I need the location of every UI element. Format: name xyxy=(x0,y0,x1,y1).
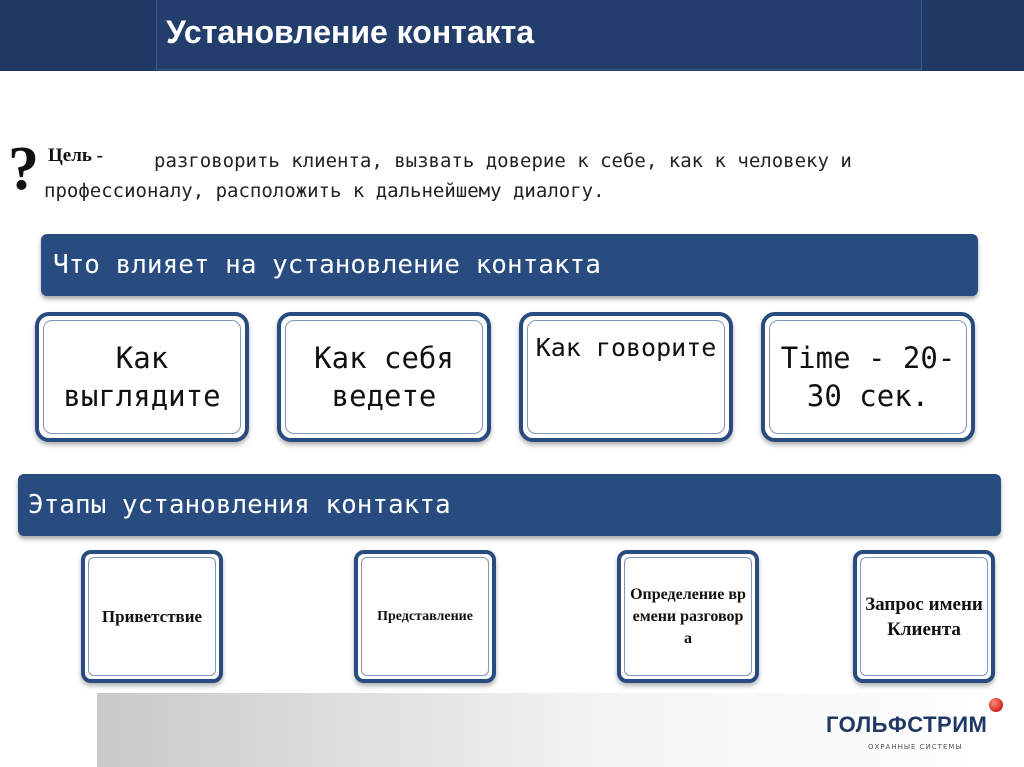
factor-box-appearance xyxy=(35,312,249,442)
goal-text: разговорить клиента, вызвать доверие к себе, как к человеку и профессионалу, расположить к дальнейшему диалогу. xyxy=(44,150,852,202)
factors-heading: Что влияет на установление контакта xyxy=(41,234,978,296)
goal-label: Цель - xyxy=(48,145,103,166)
factor-label: Как выглядите xyxy=(43,320,241,434)
question-mark-icon: ? xyxy=(8,135,39,203)
stage-box-introduction xyxy=(354,550,496,683)
stage-box-time-check xyxy=(617,550,759,683)
factor-box-speech xyxy=(519,312,733,442)
stage-label: Определение времени разговора xyxy=(624,557,752,676)
stage-box-client-name xyxy=(853,550,995,683)
page-title: Установление контакта xyxy=(166,14,535,50)
company-tagline: ОХРАННЫЕ СИСТЕМЫ xyxy=(868,743,963,751)
stage-label: Представление xyxy=(361,557,489,676)
stage-label: Приветствие xyxy=(88,557,216,676)
factor-box-time xyxy=(761,312,975,442)
logo-dot-icon xyxy=(989,698,1003,712)
factor-label: Time - 20-30 сек. xyxy=(769,320,967,434)
stage-box-greeting xyxy=(81,550,223,683)
company-logo: ГОЛЬФСТРИМ xyxy=(826,712,988,737)
factor-label: Как говорите xyxy=(527,320,725,434)
stage-label: Запрос имени Клиента xyxy=(860,557,988,676)
factor-label: Как себя ведете xyxy=(285,320,483,434)
factor-box-behavior xyxy=(277,312,491,442)
stages-heading: Этапы установления контакта xyxy=(18,474,1001,536)
